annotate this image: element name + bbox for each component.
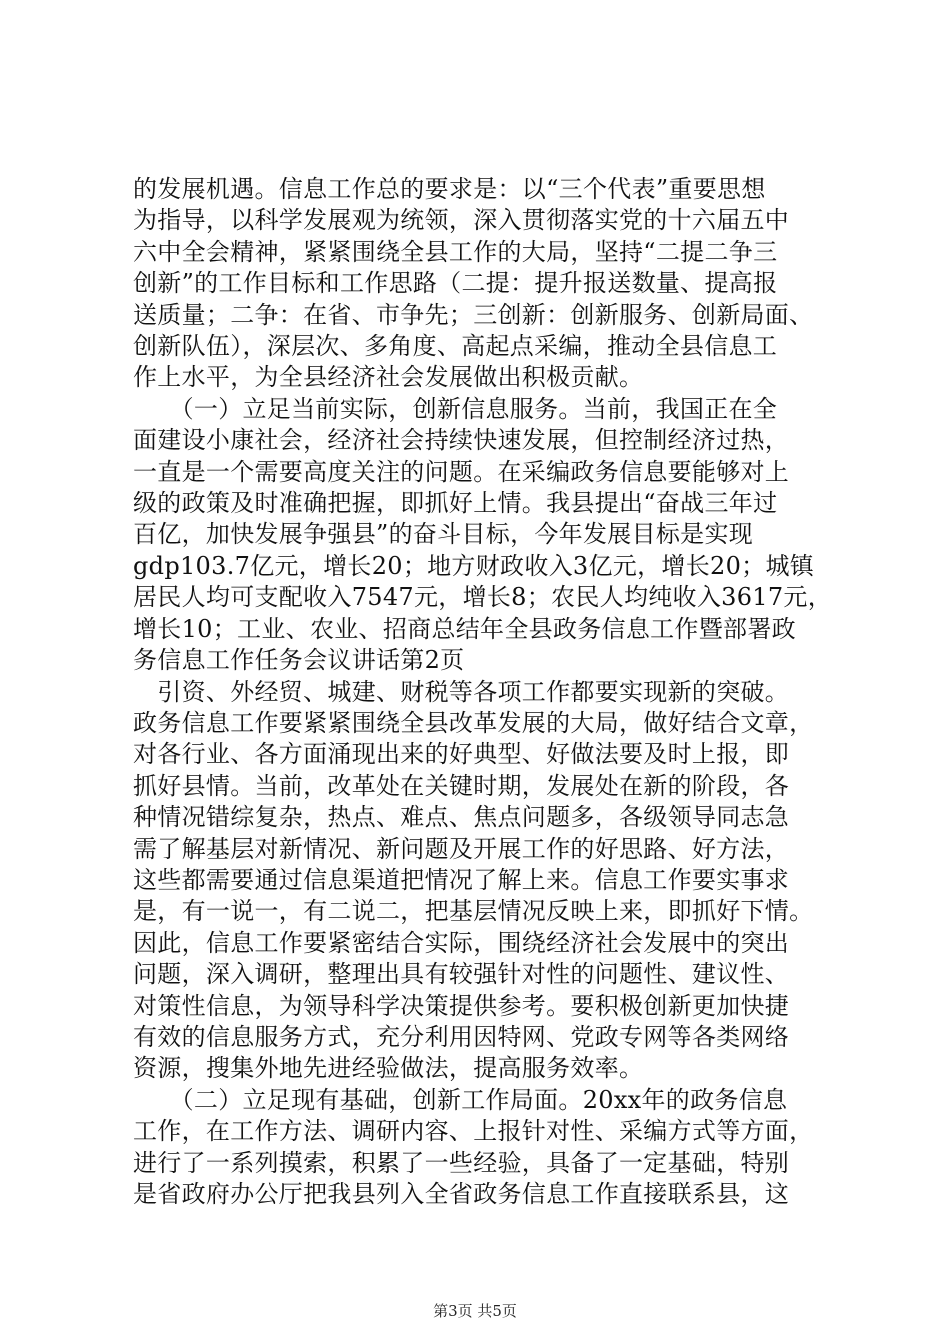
text-line: 进行了一系列摸索，积累了一些经验，具备了一定基础，特别 [133,1148,790,1177]
text-line: 是省政府办公厅把我县列入全省政务信息工作直接联系县，这 [133,1180,790,1208]
text-line: （一）立足当前实际，创新信息服务。当前，我国正在全 [133,394,778,423]
text-line: 引资、外经贸、城建、财税等各项工作都要实现新的突破。 [133,677,790,706]
text-line: 为指导，以科学发展观为统领，深入贯彻落实党的十六届五中 [133,206,790,235]
text-line: 种情况错综复杂，热点、难点、焦点问题多，各级领导同志急 [133,803,790,832]
text-line: 送质量；二争：在省、市争先；三创新：创新服务、创新局面、 [133,300,814,329]
text-line: 的发展机遇。信息工作总的要求是：以“三个代表”重要思想 [133,175,766,203]
text-line: 对策性信息，为领导科学决策提供参考。要积极创新更加快捷 [133,991,790,1020]
text-line: 这些都需要通过信息渠道把情况了解上来。信息工作要实事求 [133,865,790,894]
text-line: 百亿，加快发展争强县”的奋斗目标，今年发展目标是实现 [133,520,754,549]
text-line: 抓好县情。当前，改革处在关键时期，发展处在新的阶段，各 [133,771,790,800]
document-body [133,174,853,1210]
text-line: 增长10；工业、农业、招商总结年全县政务信息工作暨部署政 [133,614,796,643]
text-line: （二）立足现有基础，创新工作局面。20xx年的政务信息 [133,1085,788,1114]
text-line: 务信息工作任务会议讲话第2页 [133,646,465,675]
text-line: 是，有一说一，有二说二，把基层情况反映上来，即抓好下情。 [133,897,814,926]
text-line: gdp103.7亿元，增长20；地方财政收入3亿元，增长20；城镇 [133,551,815,580]
text-line: 对各行业、各方面涌现出来的好典型、好做法要及时上报，即 [133,740,790,769]
text-line: 需了解基层对新情况、新问题及开展工作的好思路、好方法， [133,834,790,863]
text-line: 创新队伍），深层次、多角度、高起点采编，推动全县信息工 [133,332,778,361]
text-line: 六中全会精神，紧紧围绕全县工作的大局，坚持“二提二争三 [133,237,778,266]
text-line: 作上水平，为全县经济社会发展做出积极贡献。 [133,363,644,392]
text-line: 有效的信息服务方式，充分利用因特网、党政专网等各类网络 [133,1022,790,1051]
text-line: 居民人均可支配收入7547元，增长8；农民人均纯收入3617元， [133,583,833,612]
page-footer: 第3页 共5页 [433,1302,517,1320]
text-line: 面建设小康社会，经济社会持续快速发展，但控制经济过热， [133,426,790,455]
text-line: 资源，搜集外地先进经验做法，提高服务效率。 [133,1054,644,1083]
text-line: 问题，深入调研，整理出具有较强针对性的问题性、建议性、 [133,960,790,989]
text-line: 创新”的工作目标和工作思路（二提：提升报送数量、提高报 [133,269,778,298]
text-line: 政务信息工作要紧紧围绕全县改革发展的大局，做好结合文章， [133,708,814,737]
text-line: 因此，信息工作要紧密结合实际，围绕经济社会发展中的突出 [133,928,790,957]
text-line: 一直是一个需要高度关注的问题。在采编政务信息要能够对上 [133,457,790,486]
text-line: 级的政策及时准确把握，即抓好上情。我县提出“奋战三年过 [133,489,778,518]
text-line: 工作，在工作方法、调研内容、上报针对性、采编方式等方面， [133,1117,814,1146]
